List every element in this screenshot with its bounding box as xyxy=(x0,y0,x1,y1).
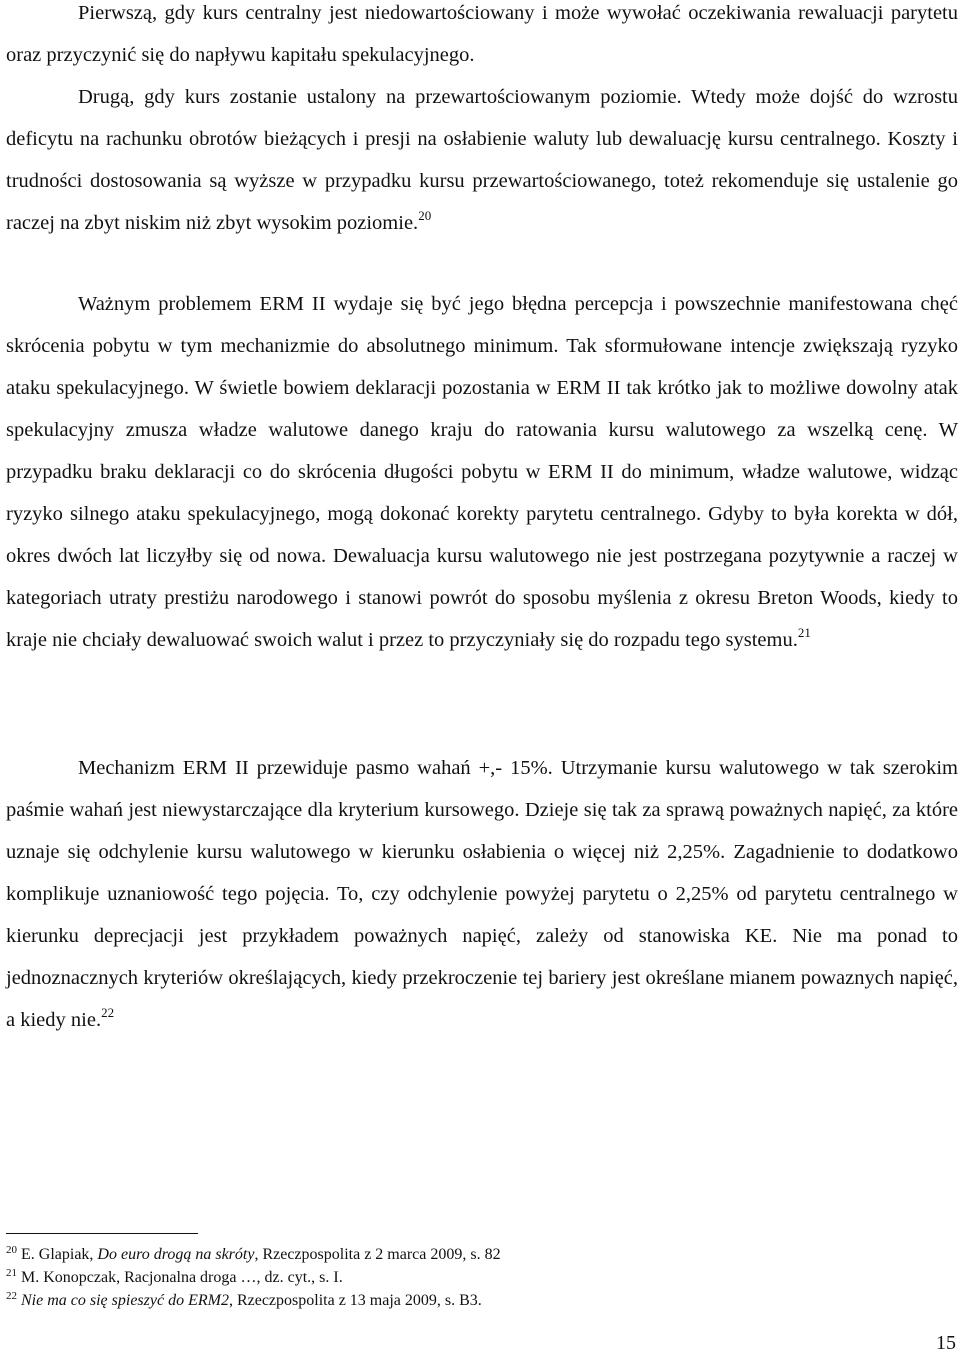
page-number: 15 xyxy=(936,1332,956,1354)
footnote-22 xyxy=(6,1289,906,1312)
paragraph-1b xyxy=(6,76,958,244)
footnote-ref[interactable]: 20 xyxy=(418,208,432,223)
footnote-rest: , Rzeczpospolita z 13 maja 2009, s. B3. xyxy=(228,1292,482,1309)
footnote-rest: M. Konopczak, Racjonalna droga …, dz. cyt., s. I. xyxy=(21,1269,343,1286)
footnote-ref[interactable]: 22 xyxy=(101,1005,115,1020)
paragraph-1 xyxy=(6,0,958,244)
footnote-number: 22 xyxy=(6,1290,17,1302)
paragraph-text: Drugą, gdy kurs zostanie ustalony na przewartościowanym poziomie. Wtedy może dojść do wzrostu deficytu na rachunku obrotów bieżących i presji na osłabienie waluty lub dewaluację kursu centralnego. Koszty i trudności dostosowania są wyższe w przypadku kursu przewartościowanego, toteż rekomenduje się ustalenie go raczej na zbyt niskim niż zbyt wysokim poziomie. xyxy=(6,86,958,234)
paragraph-3-body xyxy=(6,747,958,1041)
paragraph-text: Ważnym problemem ERM II wydaje się być jego błędna percepcja i powszechnie manifestowana chęć skrócenia pobytu w tym mechanizmie do absolutnego minimum. Tak sformułowane intencje zwiększają ryzyko ataku spekulacyjnego. W świetle bowiem deklaracji pozostania w ERM II tak krótko jak to możliwe dowolny atak spekulacyjny zmusza władze walutowe danego kraju do ratowania kursu walutowego za wszelką cenę. W przypadku braku deklaracji co do skrócenia długości pobytu w ERM II do minimum, władze walutowe, widząc ryzyko silnego ataku spekulacyjnego, mogą dokonać korekty parytetu centralnego. Gdyby to była korekta w dół, okres dwóch lat liczyłby się od nowa. Dewaluacja kursu walutowego nie jest postrzegana pozytywnie a raczej w kategoriach utraty prestiżu narodowego i stanowi powrót do sposobu myślenia z okresu Breton Woods, kiedy to kraje nie chciały dewaluować swoich walut i przez to przyczyniały się do rozpadu tego systemu. xyxy=(6,293,958,651)
paragraph-2-body xyxy=(6,283,958,661)
footnote-20 xyxy=(6,1243,906,1266)
footnote-21 xyxy=(6,1266,906,1289)
paragraph-3 xyxy=(6,747,958,1041)
footnote-title: Nie ma co się spieszyć do ERM2 xyxy=(21,1292,229,1309)
footnote-number: 21 xyxy=(6,1267,17,1279)
paragraph-text: Pierwszą, gdy kurs centralny jest niedowartościowany i może wywołać oczekiwania rewaluacji parytetu oraz przyczynić się do napływu kapitału spekulacyjnego. xyxy=(6,2,958,66)
footnotes xyxy=(6,1243,906,1312)
paragraph-1a xyxy=(6,0,958,76)
paragraph-text: Mechanizm ERM II przewiduje pasmo wahań +,- 15%. Utrzymanie kursu walutowego w tak szerokim paśmie wahań jest niewystarczające dla kryterium kursowego. Dzieje się tak za sprawą poważnych napięć, za które uznaje się odchylenie kursu walutowego w kierunku osłabienia o więcej niż 2,25%. Zagadnienie to dodatkowo komplikuje uznaniowość tego pojęcia. To, czy odchylenie powyżej parytetu o 2,25% od parytetu centralnego w kierunku deprecjacji jest przykładem poważnych napięć, zależy od stanowiska KE. Nie ma ponad to jednoznacznych kryteriów określających, kiedy przekroczenie tej bariery jest określane mianem powaznych napięć, a kiedy nie. xyxy=(6,757,958,1031)
footnote-title: Do euro drogą na skróty xyxy=(97,1246,255,1263)
footnote-number: 20 xyxy=(6,1244,17,1256)
footnote-ref[interactable]: 21 xyxy=(797,625,811,640)
paragraph-2 xyxy=(6,283,958,661)
footnote-separator xyxy=(6,1233,198,1234)
footnote-author: E. Glapiak, xyxy=(21,1246,98,1263)
footnote-rest: , Rzeczpospolita z 2 marca 2009, s. 82 xyxy=(254,1246,501,1263)
